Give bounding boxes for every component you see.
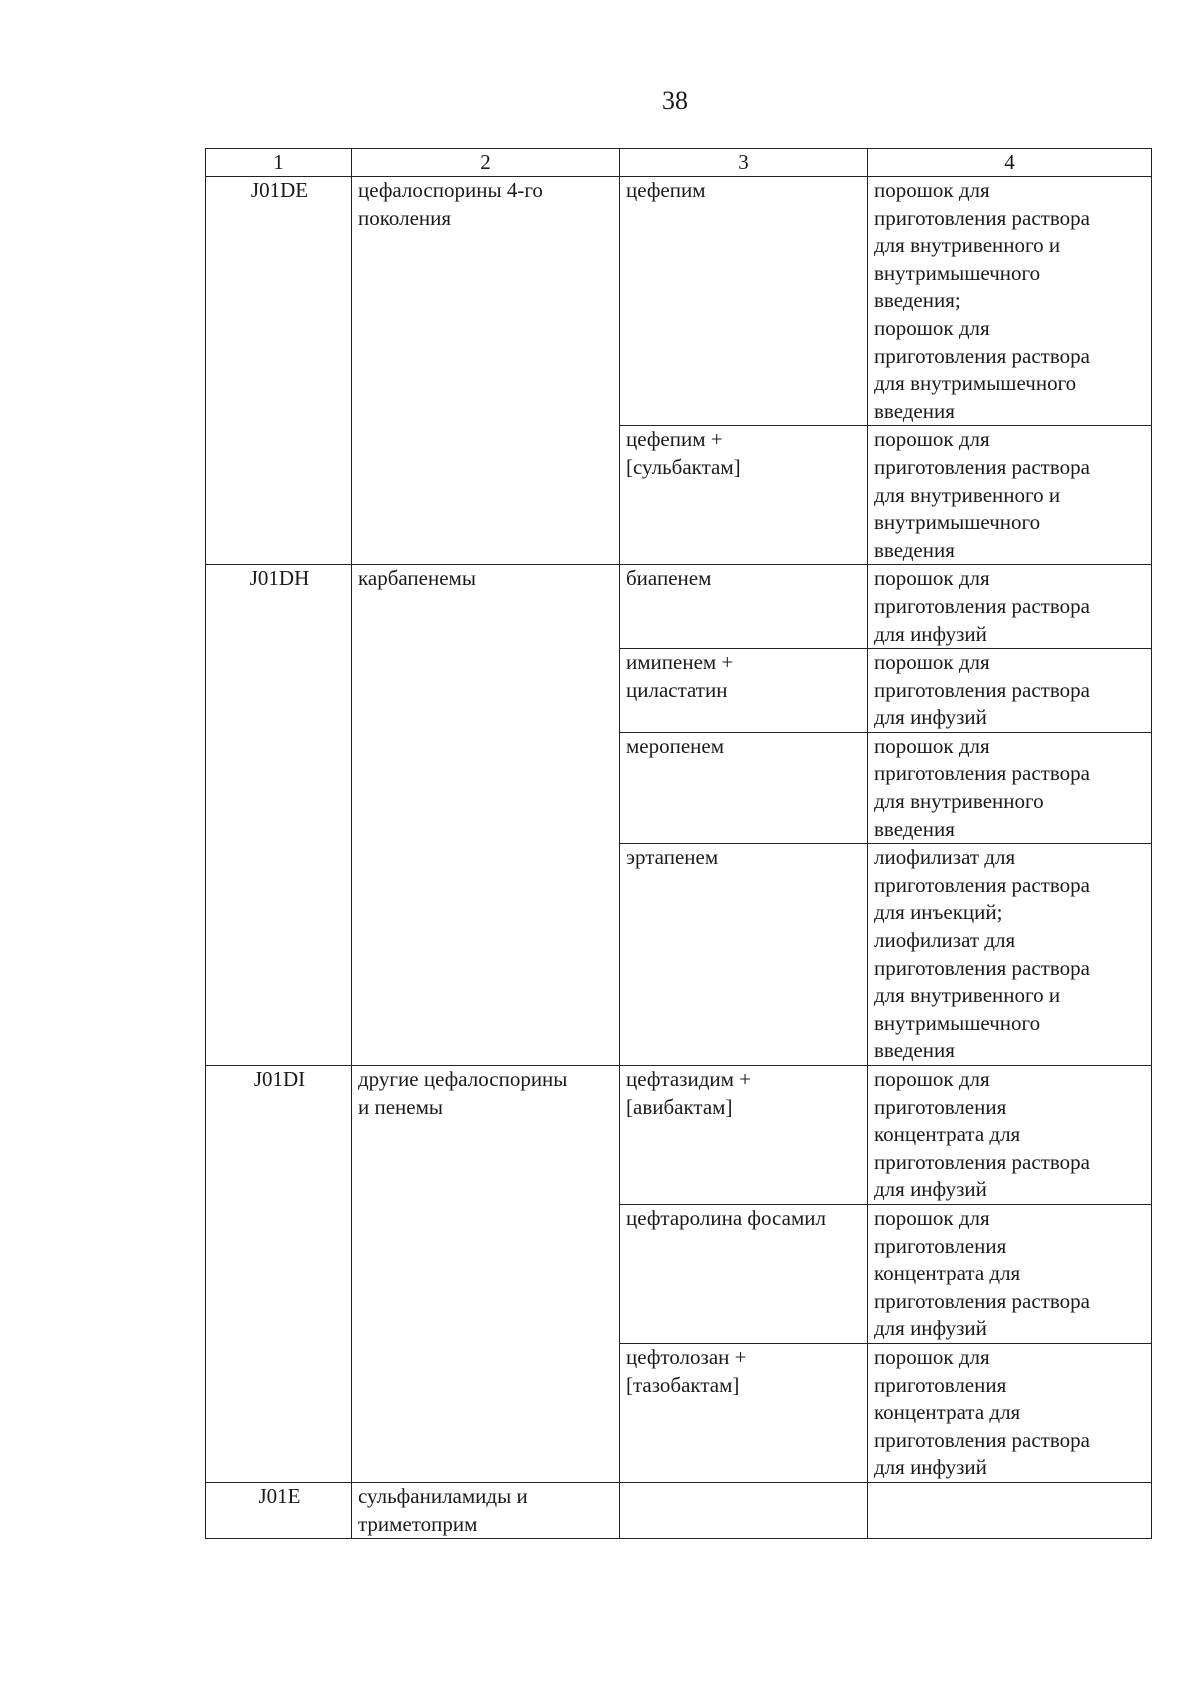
table-row bbox=[206, 1066, 1152, 1205]
drug-name: цефтаролина фосамил bbox=[620, 1204, 868, 1343]
dosage-form: порошок для приготовления раствора для инфузий bbox=[868, 649, 1152, 733]
drug-name: биапенем bbox=[620, 565, 868, 649]
drug-name: эртапенем bbox=[620, 844, 868, 1066]
group-name: сульфаниламиды и триметоприм bbox=[352, 1482, 620, 1538]
dosage-form: порошок для приготовления концентрата для приготовления раствора для инфузий bbox=[868, 1204, 1152, 1343]
column-header: 4 bbox=[868, 149, 1152, 177]
column-header: 3 bbox=[620, 149, 868, 177]
table-header-row bbox=[206, 149, 1152, 177]
group-name: цефалоспорины 4-го поколения bbox=[352, 177, 620, 565]
dosage-form: порошок для приготовления раствора для внутривенного и внутримышечного введения; порошок для приготовления раствора для внутримышечного введения bbox=[868, 177, 1152, 426]
atc-code: J01DI bbox=[206, 1066, 352, 1483]
dosage-form: порошок для приготовления раствора для внутривенного введения bbox=[868, 732, 1152, 843]
atc-code: J01E bbox=[206, 1482, 352, 1538]
dosage-form: порошок для приготовления раствора для внутривенного и внутримышечного введения bbox=[868, 426, 1152, 565]
drug-name: имипенем + циластатин bbox=[620, 649, 868, 733]
drug-name: меропенем bbox=[620, 732, 868, 843]
drug-name: цефепим bbox=[620, 177, 868, 426]
dosage-form: порошок для приготовления концентрата для приготовления раствора для инфузий bbox=[868, 1066, 1152, 1205]
table-row bbox=[206, 177, 1152, 426]
drug-name: цефтолозан + [тазобактам] bbox=[620, 1343, 868, 1482]
column-header: 2 bbox=[352, 149, 620, 177]
group-name: карбапенемы bbox=[352, 565, 620, 1066]
page-number: 38 bbox=[662, 86, 688, 115]
dosage-form: порошок для приготовления концентрата для приготовления раствора для инфузий bbox=[868, 1343, 1152, 1482]
atc-code: J01DH bbox=[206, 565, 352, 1066]
dosage-form: порошок для приготовления раствора для инфузий bbox=[868, 565, 1152, 649]
atc-code: J01DE bbox=[206, 177, 352, 565]
table-row bbox=[206, 565, 1152, 649]
dosage-form bbox=[868, 1482, 1152, 1538]
column-header: 1 bbox=[206, 149, 352, 177]
drug-name: цефтазидим + [авибактам] bbox=[620, 1066, 868, 1205]
drug-name bbox=[620, 1482, 868, 1538]
group-name: другие цефалоспорины и пенемы bbox=[352, 1066, 620, 1483]
dosage-form: лиофилизат для приготовления раствора для инъекций; лиофилизат для приготовления раствора для внутривенного и внутримышечного введения bbox=[868, 844, 1152, 1066]
drug-classification-table bbox=[205, 148, 1152, 1539]
drug-name: цефепим + [сульбактам] bbox=[620, 426, 868, 565]
table-row bbox=[206, 1482, 1152, 1538]
